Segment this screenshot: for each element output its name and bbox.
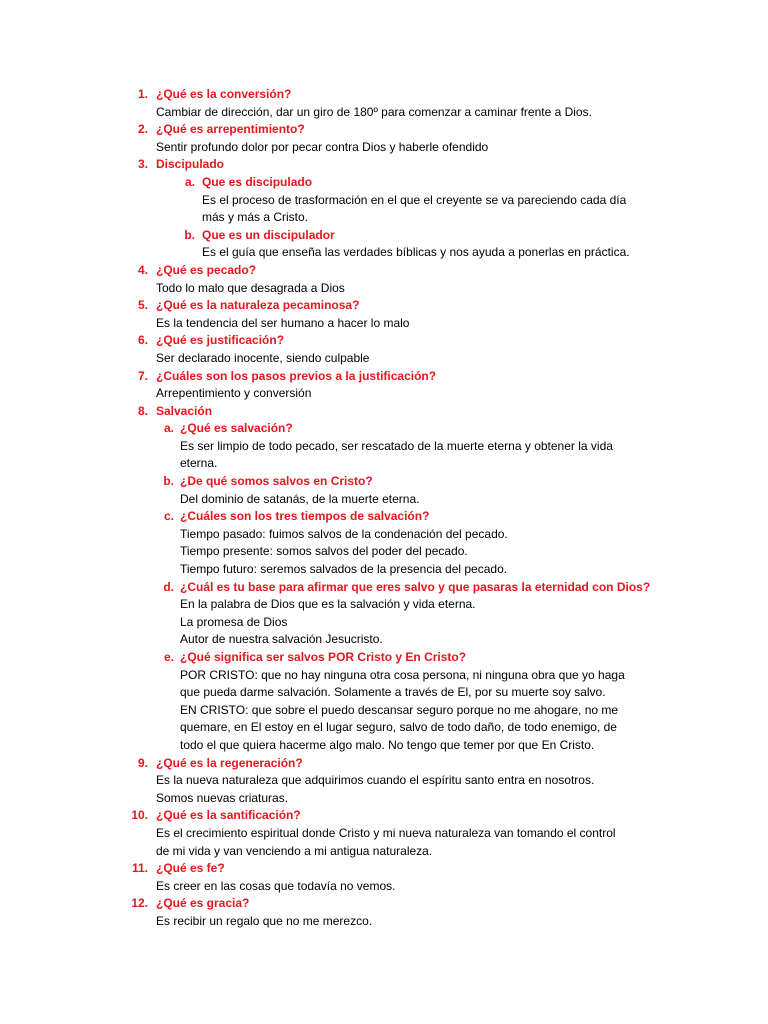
item-number: 9.: [137, 755, 148, 770]
question-heading: [0, 368, 768, 386]
answer-line: Cambiar de dirección, dar un giro de 180º para comenzar a caminar frente a Dios.: [156, 104, 592, 119]
item-number: 11.: [131, 861, 148, 876]
list-item: [0, 860, 768, 895]
list-item: [0, 368, 768, 403]
item-number: 8.: [137, 403, 148, 418]
answer-line: Es la tendencia del ser humano a hacer lo malo: [156, 315, 410, 330]
sub-question-heading: [0, 508, 768, 526]
sub-question-text: ¿Qué significa ser salvos POR Cristo y En Cristo?: [180, 650, 467, 664]
sub-question-heading: [0, 227, 768, 245]
sub-list: [0, 174, 768, 262]
question-heading: [0, 121, 768, 139]
question-heading: [0, 755, 768, 773]
answer-line: Arrepentimiento y conversión: [156, 386, 312, 401]
item-number: 6.: [137, 333, 148, 348]
question-text: ¿Qué es fe?: [156, 861, 225, 876]
question-heading: [0, 86, 768, 104]
item-number: 1.: [137, 87, 148, 101]
sub-question-text: ¿De qué somos salvos en Cristo?: [180, 474, 373, 489]
answer-line: Es ser limpio de todo pecado, ser rescatado de la muerte eterna y obtener la vida: [180, 438, 613, 453]
answer-line: Es recibir un regalo que no me merezco.: [156, 913, 373, 928]
answer-line: todo el que quiera hacerme algo malo. No tengo que temer por que En Cristo.: [180, 737, 595, 752]
answer-line: Sentir profundo dolor por pecar contra Dios y haberle ofendido: [156, 139, 489, 154]
sub-question-heading: [0, 420, 768, 438]
answer-line: Tiempo pasado: fuimos salvos de la condenación del pecado.: [180, 526, 508, 541]
answer-line: Autor de nuestra salvación Jesucristo.: [180, 632, 383, 647]
answer-line: En la palabra de Dios que es la salvación y vida eterna.: [180, 597, 476, 612]
question-text: ¿Qué es arrepentimiento?: [156, 122, 305, 137]
answer-line: Es el proceso de trasformación en el que el creyente se va pareciendo cada día: [202, 192, 627, 207]
answer-line: EN CRISTO: que sobre el puedo descansar seguro porque no me ahogare, no me: [180, 702, 619, 717]
sub-question-heading: [0, 579, 768, 597]
list-item: [0, 755, 768, 808]
answer-line: Es el guía que enseña las verdades bíblicas y nos ayuda a ponerlas en práctica.: [202, 245, 630, 260]
answer-line: La promesa de Dios: [180, 614, 288, 629]
question-heading: [0, 895, 768, 913]
list-item: [0, 262, 768, 297]
sub-item-letter: a.: [184, 174, 195, 189]
answer-line: Es creer en las cosas que todavía no vemos.: [156, 878, 396, 893]
question-text: ¿Cuáles son los pasos previos a la justificación?: [156, 368, 437, 383]
section-title: Salvación: [156, 403, 213, 418]
sub-question-text: Que es un discipulador: [202, 227, 335, 242]
sub-question-heading: [0, 174, 768, 192]
section-title: Discipulado: [156, 157, 225, 172]
item-number: 2.: [137, 122, 148, 137]
answer-line: de mi vida y van venciendo a mi antigua naturaleza.: [156, 843, 433, 858]
answer-line: Tiempo presente: somos salvos del poder del pecado.: [180, 544, 468, 559]
sub-question-text: ¿Cuáles son los tres tiempos de salvación?: [180, 509, 430, 524]
sub-question-heading: [0, 649, 768, 667]
list-item: [0, 297, 768, 332]
answer-line: eterna.: [180, 456, 218, 471]
question-heading: [0, 860, 768, 878]
answer-line: quemare, en El estoy en el lugar seguro, salvo de todo daño, de todo enemigo, de: [180, 720, 617, 735]
item-number: 10.: [131, 808, 148, 823]
sub-list: [0, 420, 768, 754]
sub-item-letter: b.: [163, 474, 174, 489]
item-number: 12.: [131, 896, 148, 911]
sub-question-text: ¿Qué es salvación?: [180, 421, 293, 436]
list-item: [0, 156, 768, 262]
list-item: [0, 403, 768, 755]
answer-line: Ser declarado inocente, siendo culpable: [156, 350, 370, 365]
sub-item-letter: a.: [163, 421, 174, 436]
item-number: 4.: [137, 262, 148, 277]
answer-line: Todo lo malo que desagrada a Dios: [156, 280, 345, 295]
sub-item-letter: e.: [163, 650, 174, 664]
sub-item-letter: d.: [163, 579, 174, 594]
question-text: ¿Qué es gracia?: [156, 896, 250, 911]
answer-line: Del dominio de satanás, de la muerte eterna.: [180, 491, 420, 506]
answer-line: más y más a Cristo.: [202, 210, 309, 225]
section-heading: [0, 403, 768, 421]
question-text: ¿Qué es la regeneración?: [156, 755, 303, 770]
question-list: [0, 86, 768, 931]
list-item: [0, 332, 768, 367]
item-number: 5.: [137, 298, 148, 313]
answer-line: Somos nuevas criaturas.: [156, 790, 289, 805]
question-heading: [0, 262, 768, 280]
question-heading: [0, 332, 768, 350]
item-number: 7.: [137, 368, 148, 383]
list-item: [0, 86, 768, 121]
item-number: 3.: [137, 157, 148, 172]
answer-line: Tiempo futuro: seremos salvados de la presencia del pecado.: [180, 562, 508, 577]
section-heading: [0, 156, 768, 174]
list-item: [0, 121, 768, 156]
question-text: ¿Qué es la conversión?: [156, 87, 292, 101]
list-item: [0, 895, 768, 930]
question-text: ¿Qué es justificación?: [156, 333, 285, 348]
answer-line: POR CRISTO: que no hay ninguna otra cosa persona, ni ninguna obra que yo haga: [180, 667, 625, 682]
answer-line: Es la nueva naturaleza que adquirimos cuando el espíritu santo entra en nosotros.: [156, 773, 595, 788]
answer-line: Es el crecimiento espiritual donde Cristo y mi nueva naturaleza van tomando el control: [156, 825, 616, 840]
sub-question-text: ¿Cuál es tu base para afirmar que eres salvo y que pasaras la eternidad con Dios?: [180, 579, 651, 594]
sub-question-text: Que es discipulado: [202, 174, 313, 189]
sub-question-heading: [0, 473, 768, 491]
question-heading: [0, 807, 768, 825]
question-text: ¿Qué es la santificación?: [156, 808, 301, 823]
sub-item-letter: c.: [163, 509, 174, 524]
sub-item-letter: b.: [184, 227, 195, 242]
answer-line: que pueda darme salvación. Solamente a través de El, por su muerte soy salvo.: [180, 685, 606, 700]
document-page: [0, 86, 768, 931]
question-text: ¿Qué es pecado?: [156, 262, 257, 277]
question-text: ¿Qué es la naturaleza pecaminosa?: [156, 298, 360, 313]
list-item: [0, 807, 768, 860]
question-heading: [0, 297, 768, 315]
